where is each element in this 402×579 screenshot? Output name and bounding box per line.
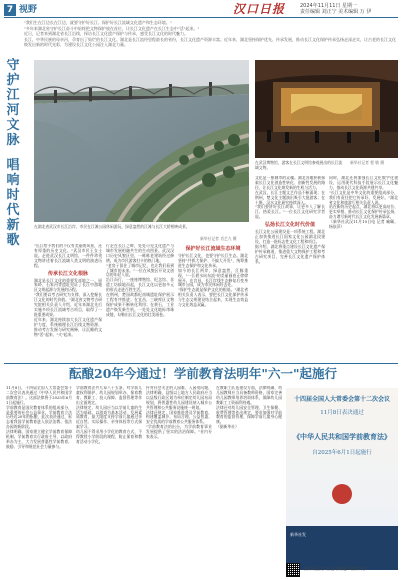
promo-line-4: 自2025年6月1日起施行 xyxy=(312,450,372,456)
paragraph: 据介绍，湖北将重点建设长江文化遗产保护传承廊道，推进重大文物保护工程和考古研究项目，完善长江文化遗产保护体系。 xyxy=(255,243,325,264)
article-column-5 xyxy=(329,176,398,360)
promo-line-2: 11月8日表决通过 xyxy=(320,410,364,416)
bottom-column-3 xyxy=(146,386,212,574)
paragraph: 文化是一座城市的灵魂。湖北各地积极探索长江文化创造性转化、创新性发展的路径，让长江文化焕发新的生机与活力。 xyxy=(255,176,325,190)
museum-photo xyxy=(255,60,398,158)
paragraph: 长江文化公园建设是一项系统工程。湖北正加快推进长江国家文化公园湖北段建设，打造一批标志性文化工程和项目。 xyxy=(255,229,325,244)
lead-line: "多年来湖北省守护长江奋斗中始终把文物保护放在首位，让长江文化遗产在长江生态中"活"起来。" xyxy=(24,25,200,31)
paragraph: "我们要讲好长江故事，让更多人了解长江、热爱长江。"一位长江文化研究学者说。 xyxy=(255,204,325,220)
headline-part-2: 唱响时代新歌 xyxy=(6,158,20,248)
header-rule xyxy=(4,17,398,18)
paragraph: 法律还规定，国家推进普及学前教育，构建覆盖城乡、布局合理、公益普惠、安全优质的学前教育公共服务体系。 xyxy=(146,409,212,425)
article-column-1 xyxy=(34,244,102,360)
paragraph: 如今的长江两岸，绿意盎然，江豚重现，"一江碧水向东流"的美丽画卷正徐徐展开。在宜昌，长江岸线生态修复后变身城市公园，成为市民休闲好去处。 xyxy=(178,267,248,288)
subheading: 弘扬长江文化时代价值 xyxy=(264,222,315,229)
paragraph: 幼儿园不得采用小学化的教育方式，不得教授小学阶段的课程，防止保育和教育活动小学化。 xyxy=(76,429,142,444)
article-column-4 xyxy=(255,176,325,360)
paragraph: 在教职工队伍建设方面，法律明确，幼儿园教师应当具备教师资格，国家完善幼儿园教师培养培训体系，保障幼儿园教职工工资福利待遇。 xyxy=(216,386,282,405)
paragraph: （据新华社） xyxy=(216,424,239,430)
paragraph: 法律规定，幼儿园应当以学前儿童的生活为基础，以游戏为基本活动，发展素质教育，最大限度支持学前儿童通过亲近自然、实际操作、亲身体验等方式探索学习。 xyxy=(76,404,142,430)
article-column-2 xyxy=(106,244,174,360)
paragraph: 行走在长江之畔，处处可见文化遗产与城市发展相融共生的生动图景。武汉汉口历史风貌区里，一栋栋老建筑经过修缮，成为市民游客打卡的热门地。 xyxy=(106,244,174,263)
newspaper-logo: 汉口日报 xyxy=(233,2,286,16)
subheading: 保护好长江流域生态环境 xyxy=(185,246,241,252)
lead-line: 近日，记者来到湖北省长江沿线，探访长江文化遗产保护与传承，感受长江文化的时代魅力。 xyxy=(24,31,188,37)
paragraph: "学前教育法的出台，为学前教育事业发展提供了坚实的法治保障。"业内专家表示。 xyxy=(146,424,212,440)
lead-line: "我们生在江边长在江边，就要守护好长江，保护好长江流域文化遗产和生态环境。" xyxy=(24,20,172,25)
page-number: 7 xyxy=(4,4,16,16)
paragraph: 学前教育是国民教育体系的组成部分，是重要的社会公益事业。学前教育立法历经近20年的酝酿，此次表决通过，标志着我国学前教育进入依法治教、依法办园的新阶段。 xyxy=(6,404,72,430)
promo-footer xyxy=(286,526,398,570)
river-park-photo xyxy=(34,60,249,222)
paragraph: 11月8日，十四届全国人大常委会第十二次会议表决通过《中华人民共和国学前教育法》。这部法律将于2025年6月1日起施行。 xyxy=(6,386,72,405)
date-line: 2024年11月11日 星期一 xyxy=(300,3,358,9)
qr-code-icon[interactable] xyxy=(286,563,300,577)
promo-credit: 新华社发 xyxy=(290,532,306,537)
vertical-headline xyxy=(6,58,20,290)
bottom-column-4 xyxy=(216,386,282,574)
promo-line-3: 《中华人民共和国学前教育法》 xyxy=(293,432,391,441)
emblem-icon xyxy=(332,484,352,504)
paragraph: 沿江而行，一座座博物馆、纪念馆、非遗工坊拔地而起，长江文化以更加多元的形式走进百姓生活。 xyxy=(106,277,174,293)
paragraph: 站在新的历史起点，湖北将以更高站位、更实举措，推动长江文化保护传承弘扬，奋力谱写新时代长江文化发展新篇章。 xyxy=(329,204,398,220)
law-promo-graphic xyxy=(286,388,398,570)
river-park-illustration xyxy=(34,60,249,222)
main-photo-credit: 新华社记者 肖艺九 摄 xyxy=(200,236,237,241)
qr-caption: 扫码关注汉口日报 获取更多精彩内容 xyxy=(304,566,366,571)
subheading: 传承长江文化根脉 xyxy=(47,270,88,277)
paragraph: 针对社会关注的入园难、入园贵问题，法律明确，县级以上地方人民政府应当以县级行政区划为单位制定幼儿园布局规划，将普惠性幼儿园建设纳入城乡公共管理和公共服务设施统一规划。 xyxy=(146,386,212,410)
paragraph: 近年来，湖北持续加大长江文化遗产保护力度，系统梳理长江沿线文物资源，推动考古发掘与研究阐释，让沉睡的文物"活"起来、"火"起来。 xyxy=(34,316,102,337)
museum-photo-caption: 在武汉博物馆，游客在长江文明馆参观展出的长江流域文物。 xyxy=(255,160,343,170)
paragraph: "长江文化是中华文化的重要组成部分，我们有责任把它传承好、发展好。"湖北省文化和旅游厅相关负责人说。 xyxy=(329,189,398,205)
section-divider xyxy=(4,363,398,364)
bottom-article-title: 酝酿20年今通过！学前教育法明年"六一"起施行 xyxy=(69,366,337,381)
headline-part-1: 守护江河文脉 xyxy=(6,58,20,148)
byline: （新华社武汉11月10日电 记者 喻珮、杨依萍） xyxy=(329,219,398,230)
paragraph: 湖北是长江文化的重要发祥地之一。屈家岭、石家河等遗址见证了长江中游地区文明起源与发展的历程。 xyxy=(34,277,102,293)
bottom-column-2 xyxy=(76,386,142,574)
edition-line: 责任编辑 刘正宁 美术编辑 万 伊 xyxy=(300,9,372,15)
paragraph: 法律明确，国家建立健全学前教育保障机制。学前教育实行政府主导，以政府举办为主，大力发展普惠性学前教育，鼓励、引导和规范社会力量参与。 xyxy=(6,429,72,449)
paragraph: 同时，湖北还将加强长江文化数字化建设，运用现代科技手段展示长江文化魅力，推动长江文化资源共建共享。 xyxy=(329,176,398,190)
lead-paragraph xyxy=(24,20,398,54)
article-column-3 xyxy=(178,244,248,360)
paragraph: "保护生态就是保护文化的根基。"湖北省相关负责人表示，要把长江文化保护传承与生态文明建设结合起来，实现生态效益与文化效益双赢。 xyxy=(178,287,248,308)
museum-illustration xyxy=(255,60,398,158)
bottom-column-1 xyxy=(6,386,72,574)
date-info xyxy=(300,3,400,15)
section-title: 视野 xyxy=(19,5,38,15)
paragraph: 在武汉，长江主题文艺作品不断涌现；在荆州，楚文化主题演出吸引大批游客；在十堰，汉水文化研究持续深入。 xyxy=(255,189,325,205)
paragraph: "老房子留住了城市记忆，也让我们看到了城市的未来。"一位在风貌区开设文创店的年轻人说。 xyxy=(106,262,174,278)
paragraph: 法律还对幼儿园安全管理、卫生保健、收费管理等作出规定，要求加强对学前教育的监督管理，保障学前儿童身心健康。 xyxy=(216,404,282,425)
lead-line: 长江，中华民族的母亲河，孕育出了灿烂的长江文化。湖北是长江流经里程最长的省份，长江文化遗产资源丰富。近年来，湖北坚持保护优先、传承发展，推动长江文化保护传承弘扬走深走实，让古老的长江文化焕发出新的时代光彩，为建设长江文化公园注入湖北力量。 xyxy=(24,37,396,48)
paragraph: 学前教育法共九章八十五条，对学前儿童权利保护、幼儿园规划举办、保育教育、教职工、投入保障、监督管理等作出全面规定。 xyxy=(76,386,142,405)
paragraph: 在荆州，楚国故都纪南城遗址保护展示工程有序推进；在宜昌，三峡库区文物保护成果不断转化利用；在黄石，工业遗产焕发新生机。一处处文化地标串珠成链，勾勒出长江文化的壮美画卷。 xyxy=(106,292,174,317)
headline-gap xyxy=(6,148,20,158)
paragraph: "长江给予我们的不仅有美丽的风景，还有厚重的历史文化。"武汉市民王女士说。走进武汉长江文明馆，一件件珍贵文物讲述着长江流域人类文明的演进历程。 xyxy=(34,244,102,268)
paragraph: 守护长江文化，也要守护长江生态。湖北坚持"共抓大保护、不搞大开发"，统筹推进生态保护和文化传承。 xyxy=(178,253,248,268)
promo-background xyxy=(286,388,398,526)
museum-photo-credit: 新华社记者 程 敏 摄 xyxy=(350,160,384,165)
main-photo-caption: 在湖北省武汉市长江沿岸，市民在江滩公园休闲游玩，绿意盎然的江滩与长江大桥相映成景。 xyxy=(34,224,190,229)
promo-line-1: 十四届全国人大常委会第十二次会议 xyxy=(293,396,390,403)
paragraph: "我们要以考古研究为支撑，深入挖掘长江文化的时代价值。"湖北省文物考古研究院相关负责人介绍，近年来湖北先后实施多项长江流域考古项目，取得了一批重要成果。 xyxy=(34,292,102,317)
